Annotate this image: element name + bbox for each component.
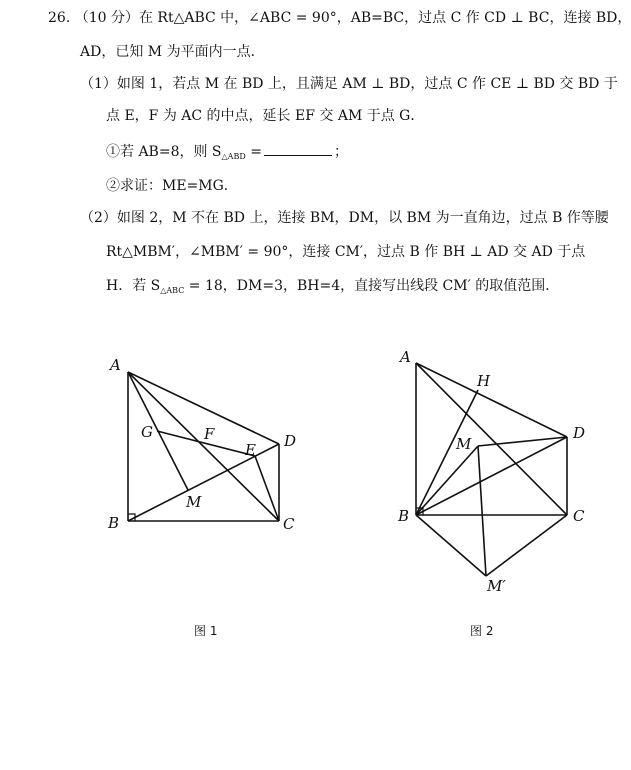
segment-mmp-2 — [478, 446, 486, 576]
label-m-fig1: M — [186, 493, 202, 511]
segment-ce — [255, 456, 279, 521]
label-a-fig1: A — [110, 356, 121, 374]
label-c-fig1: C — [283, 515, 295, 533]
segment-bmp-2 — [416, 515, 486, 576]
label-g-fig1: G — [141, 423, 153, 441]
label-b-fig1: B — [108, 514, 120, 532]
area-question-text: ①若 AB=8，则 S — [106, 144, 222, 160]
problem-line-7: （2）如图 2，M 不在 BD 上，连接 BM，DM，以 BM 为一直角边，过点 B 作等腰 — [80, 210, 609, 226]
area-equals: = — [245, 144, 262, 160]
label-e-fig1: E — [245, 441, 256, 459]
label-d-fig1: D — [284, 432, 297, 450]
figure-2 — [416, 363, 567, 576]
figure-1-caption: 图 1 — [194, 624, 218, 638]
area-end: ； — [333, 144, 348, 160]
segment-ac — [128, 372, 279, 521]
label-c-fig2: C — [573, 507, 585, 525]
part2-text-end: = 18，DM=3，BH=4，直接写出线段 CM′ 的取值范围． — [184, 278, 560, 294]
label-m-fig2: M — [456, 435, 472, 453]
segment-bd — [128, 444, 279, 521]
label-f-fig1: F — [204, 425, 215, 443]
label-a-fig2: A — [400, 348, 411, 366]
problem-line-4: 点 E，F 为 AC 的中点，延长 EF 交 AM 于点 G． — [106, 108, 425, 124]
segment-cmp-2 — [486, 515, 567, 576]
figure-2-caption: 图 2 — [470, 624, 494, 638]
problem-line-2: AD，已知 M 为平面内一点． — [80, 44, 265, 60]
figure-1-labels — [107, 356, 296, 638]
segment-bd-2 — [416, 437, 567, 515]
problem-line-6: ②求证：ME=MG． — [106, 178, 238, 194]
problem-line-3: （1）如图 1，若点 M 在 BD 上，且满足 AM ⊥ BD，过点 C 作 CE ⊥ BD 交 BD 于 — [80, 76, 618, 92]
label-mprime-fig2: M′ — [487, 577, 506, 595]
figure-2-labels — [397, 348, 585, 638]
segment-ad-2 — [416, 363, 567, 437]
problem-line-1: 26. （10 分）在 Rt△ABC 中，∠ABC = 90°，AB=BC，过点 C 作 CD ⊥ BC，连接 BD， — [48, 10, 631, 26]
part2-subscript: △ABC — [160, 286, 185, 295]
area-subscript: △ABD — [221, 152, 246, 161]
label-d-fig2: D — [573, 424, 586, 442]
label-b-fig2: B — [398, 507, 410, 525]
figure-1 — [128, 372, 279, 521]
label-h-fig2: H — [477, 372, 491, 390]
part2-text-start: H．若 S — [106, 278, 161, 294]
segment-bm-2 — [416, 446, 478, 515]
problem-line-8: Rt△MBM′，∠MBM′ = 90°，连接 CM′，过点 B 作 BH ⊥ AD 交 AD 于点 — [106, 244, 586, 260]
